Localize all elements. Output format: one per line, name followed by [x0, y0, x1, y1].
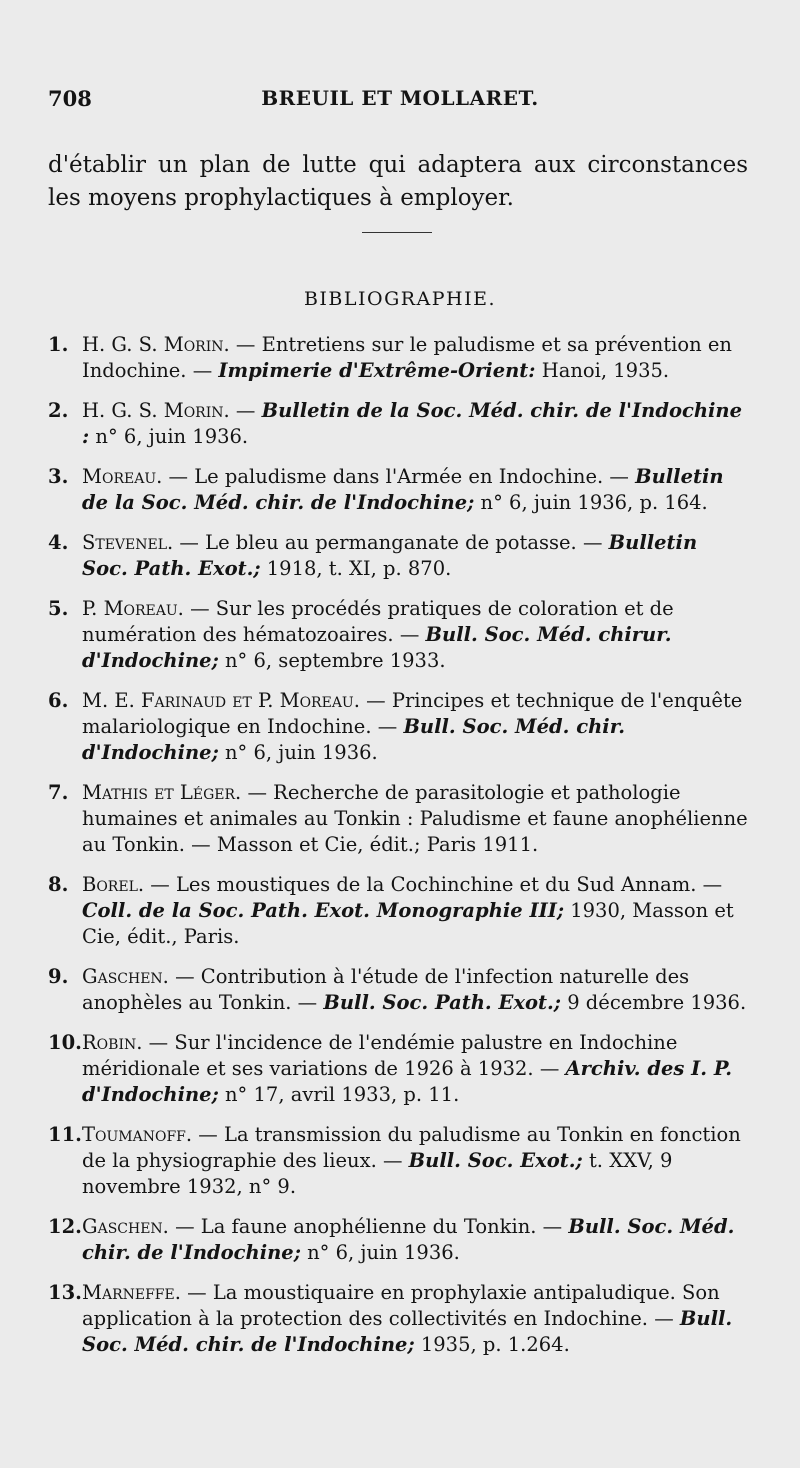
- entry-author: M. E. Farinaud et P. Moreau.: [82, 689, 360, 712]
- entry-details: n° 6, juin 1936.: [300, 1241, 460, 1264]
- entry-author: Stevenel.: [82, 531, 174, 554]
- bibliography-entry: [48, 596, 748, 674]
- section-divider: [362, 232, 432, 233]
- entry-author: Toumanoff.: [82, 1123, 193, 1146]
- entry-author: H. G. S. Morin.: [82, 399, 230, 422]
- entry-author: H. G. S. Morin.: [82, 333, 230, 356]
- intro-paragraph: d'établir un plan de lutte qui adaptera aux circonstances les moyens prophylactiques à employer.: [48, 152, 748, 211]
- entry-author: Mathis et Léger.: [82, 781, 242, 804]
- entry-title: — Recherche de parasitologie et pathologie humaines et animales au Tonkin : Paludisme et faune anophélienne au Tonkin. — Masson et Cie, édit.; Paris 1911.: [82, 781, 748, 856]
- entry-title: — Entretiens sur le paludisme et sa prévention en Indochine. —: [82, 333, 732, 382]
- entry-number: 9.: [48, 965, 69, 988]
- entry-source: Bull. Soc. Path. Exot.;: [323, 991, 561, 1014]
- entry-details: n° 6, juin 1936, p. 164.: [474, 491, 708, 514]
- entry-details: n° 6, septembre 1933.: [218, 649, 446, 672]
- page-header: [48, 86, 752, 112]
- bibliography-entry: [48, 1280, 748, 1358]
- entry-author: Marneffe.: [82, 1281, 181, 1304]
- bibliography-entry: [48, 688, 748, 766]
- entry-details: Hanoi, 1935.: [535, 359, 670, 382]
- entry-number: 12.: [48, 1215, 82, 1238]
- entry-number: 10.: [48, 1031, 82, 1054]
- entry-title: — Principes et technique de l'enquête malariologique en Indochine. —: [82, 689, 743, 738]
- entry-details: n° 6, juin 1936.: [89, 425, 249, 448]
- entry-details: n° 17, avril 1933, p. 11.: [218, 1083, 460, 1106]
- bibliography-entry: [48, 398, 748, 450]
- entry-number: 3.: [48, 465, 69, 488]
- entry-title: — Les moustiques de la Cochinchine et du Sud Annam. —: [144, 873, 723, 896]
- entry-number: 1.: [48, 333, 69, 356]
- entry-number: 4.: [48, 531, 69, 554]
- entry-number: 8.: [48, 873, 69, 896]
- entry-details: t. XXV, 9 novembre 1932, n° 9.: [82, 1149, 673, 1198]
- entry-title: — La faune anophélienne du Tonkin. —: [168, 1215, 569, 1238]
- entry-number: 6.: [48, 689, 69, 712]
- entry-details: 1918, t. XI, p. 870.: [260, 557, 452, 580]
- entry-details: 9 décembre 1936.: [561, 991, 747, 1014]
- entry-number: 2.: [48, 399, 69, 422]
- entry-source: Bulletin de la Soc. Méd. chir. de l'Indochine :: [82, 399, 743, 448]
- bibliography-list: [48, 332, 748, 1372]
- entry-source: Coll. de la Soc. Path. Exot. Monographie III;: [82, 899, 565, 922]
- entry-details: 1935, p. 1.264.: [414, 1333, 570, 1356]
- entry-source: Bull. Soc. Exot.;: [408, 1149, 583, 1172]
- bibliography-entry: [48, 780, 748, 858]
- entry-source: Archiv. des I. P. d'Indochine;: [82, 1057, 733, 1106]
- entry-title: — Contribution à l'étude de l'infection naturelle des anophèles au Tonkin. —: [82, 965, 690, 1014]
- entry-details: n° 6, juin 1936.: [218, 741, 378, 764]
- entry-number: 7.: [48, 781, 69, 804]
- bibliography-heading: BIBLIOGRAPHIE.: [303, 288, 497, 310]
- entry-source: Bulletin Soc. Path. Exot.;: [82, 531, 698, 580]
- entry-author: Moreau.: [82, 465, 163, 488]
- entry-details: 1930, Masson et Cie, édit., Paris.: [82, 899, 734, 948]
- entry-title: — La transmission du paludisme au Tonkin en fonction de la physiographie des lieux. —: [82, 1123, 741, 1172]
- entry-author: Robin.: [82, 1031, 143, 1054]
- entry-source: Bull. Soc. Méd. chir. de l'Indochine;: [82, 1307, 733, 1356]
- bibliography-entry: [48, 1030, 748, 1108]
- page-number: 708: [48, 86, 92, 111]
- bibliography-entry: [48, 530, 748, 582]
- entry-source: Bull. Soc. Méd. chir. de l'Indochine;: [82, 1215, 735, 1264]
- entry-number: 5.: [48, 597, 69, 620]
- entry-author: Gaschen.: [82, 965, 169, 988]
- entry-number: 11.: [48, 1123, 82, 1146]
- entry-source: Bulletin de la Soc. Méd. chir. de l'Indochine;: [82, 465, 724, 514]
- entry-title: — La moustiquaire en prophylaxie antipaludique. Son application à la protection des collectivités en Indochine. —: [82, 1281, 720, 1330]
- entry-title: — Sur l'incidence de l'endémie palustre en Indochine méridionale et ses variations de 1926 à 1932. —: [82, 1031, 678, 1080]
- running-title: BREUIL ET MOLLARET.: [261, 86, 539, 110]
- entry-title: — Sur les procédés pratiques de coloration et de numération des hématozoaires. —: [82, 597, 674, 646]
- entry-source: Bull. Soc. Méd. chirur. d'Indochine;: [82, 623, 672, 672]
- bibliography-entry: [48, 332, 748, 384]
- entry-source: Impimerie d'Extrême-Orient:: [218, 359, 536, 382]
- entry-number: 13.: [48, 1281, 82, 1304]
- bibliography-entry: [48, 1214, 748, 1266]
- bibliography-entry: [48, 872, 748, 950]
- entry-author: P. Moreau.: [82, 597, 184, 620]
- entry-title: — Le paludisme dans l'Armée en Indochine. —: [162, 465, 636, 488]
- bibliography-entry: [48, 964, 748, 1016]
- entry-title: —: [229, 399, 262, 422]
- entry-title: — Le bleu au permanganate de potasse. —: [173, 531, 609, 554]
- entry-author: Gaschen.: [82, 1215, 169, 1238]
- entry-author: Borel.: [82, 873, 145, 896]
- bibliography-entry: [48, 1122, 748, 1200]
- entry-source: Bull. Soc. Méd. chir. d'Indochine;: [82, 715, 625, 764]
- bibliography-entry: [48, 464, 748, 516]
